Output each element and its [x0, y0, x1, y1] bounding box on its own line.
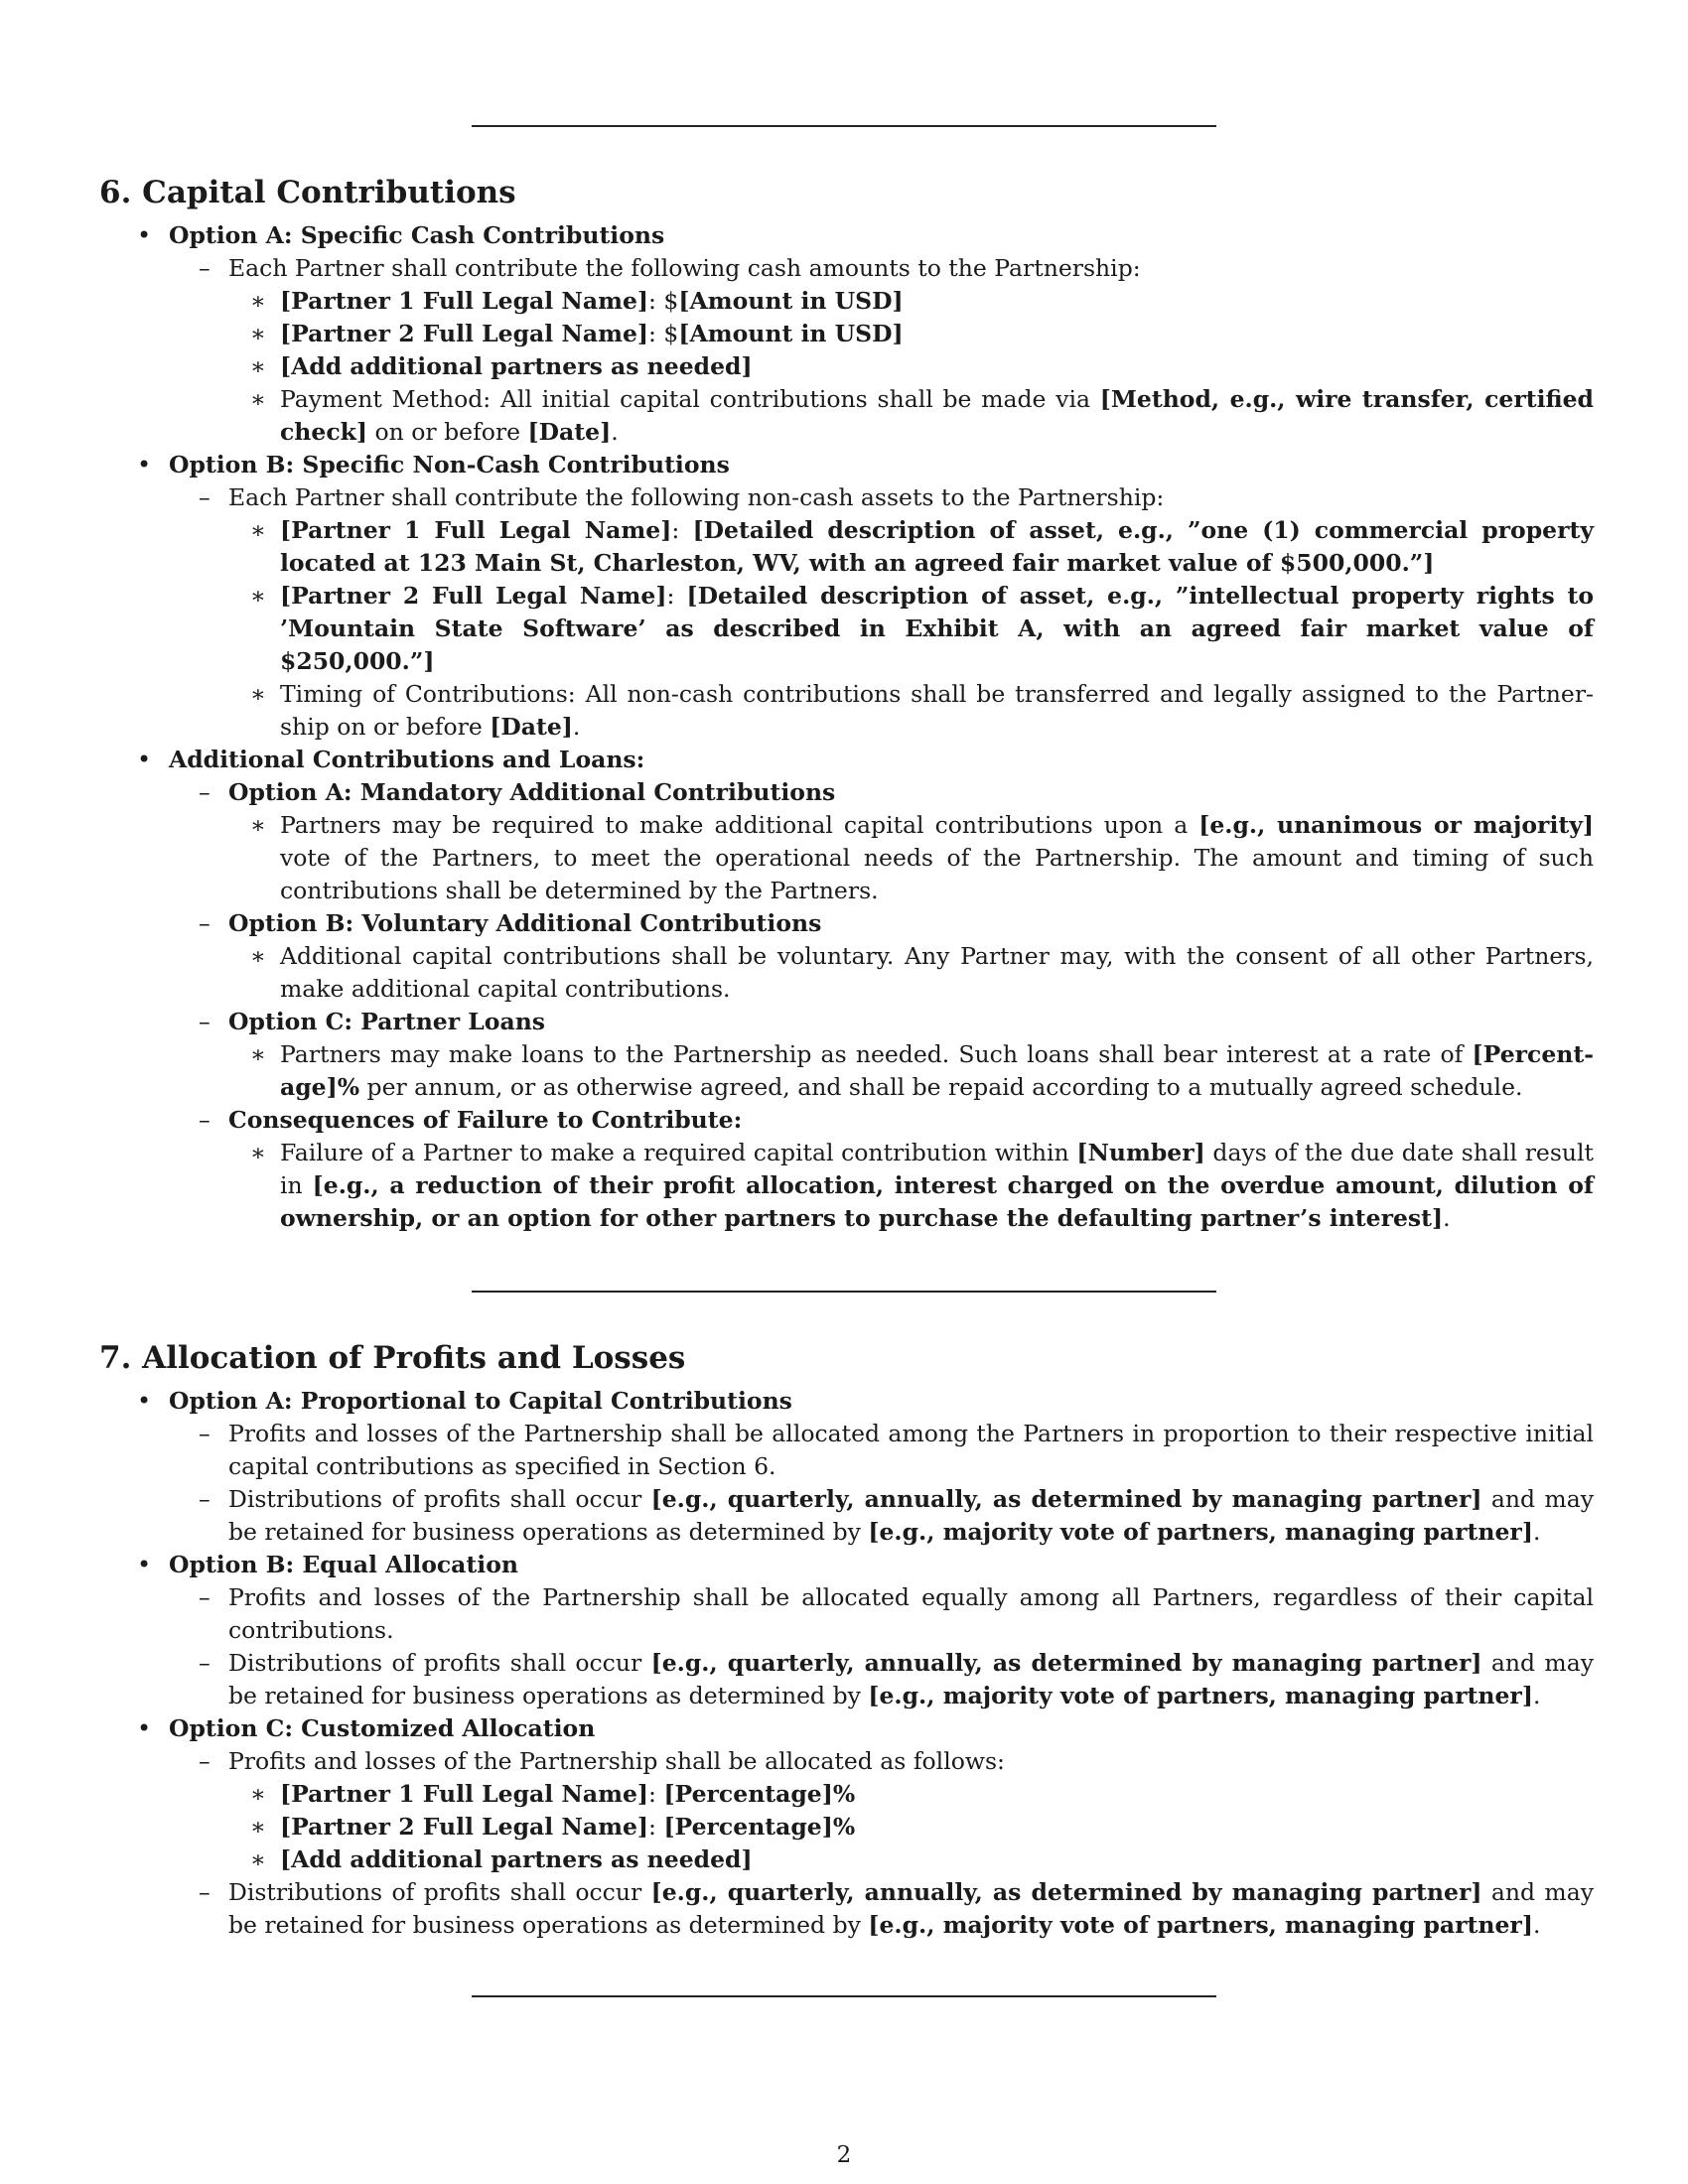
sub-option-title: Option C: Partner Loans [228, 1008, 546, 1035]
section-6-heading: 6. Capital Contributions [99, 175, 516, 210]
s7-option-b [99, 1549, 1594, 1712]
list-item [228, 678, 1594, 744]
list-item [169, 1006, 1594, 1104]
days-placeholder: [Number] [1076, 1139, 1205, 1166]
date-placeholder: [Date] [490, 713, 573, 741]
text: . [1443, 1204, 1451, 1232]
section-7 [99, 1337, 1594, 1942]
list-item [228, 514, 1594, 580]
list-item [228, 383, 1594, 449]
list-item [228, 1843, 1594, 1876]
section-7-heading: 7. Allocation of Profits and Losses [99, 1340, 686, 1376]
list-item [169, 776, 1594, 907]
divider-rule [472, 125, 1216, 127]
text: . [1532, 1518, 1541, 1546]
text: per annum, or as otherwise agreed, and shall be repaid according to a mutually agreed schedule. [359, 1073, 1523, 1101]
partner-2-name: [Partner 2 Full Legal Name] [280, 320, 649, 347]
consequence-placeholder: [e.g., a reduction of their profit allocation, interest charged on the overdue amount, dilution of ownership, or an option for other partners to purchase the defaulting partner’s interest] [280, 1171, 1595, 1232]
option-title: Option C: Customized Allocation [169, 1714, 596, 1742]
timing-placeholder: [e.g., quarterly, annually, as determined by managing partner] [650, 1485, 1482, 1513]
text: Distributions of profits shall occur [228, 1485, 651, 1513]
date-placeholder: [Date] [527, 418, 612, 446]
text: Distributions of profits shall occur [228, 1878, 651, 1906]
intro-text: Each Partner shall contribute the following non-cash assets to the Partnership: [228, 483, 1165, 511]
text: Failure of a Partner to make a required capital contribution within [280, 1139, 1077, 1166]
divider-rule [472, 1995, 1216, 1997]
partner-2-asset: [Detailed description of asset, e.g., ”intellectual property rights to ’Mountain State Software’ as described in Exhibit A, with an agreed fair market value of $250,000.”] [280, 582, 1594, 675]
sub-option-title: Consequences of Failure to Contribute: [228, 1106, 743, 1134]
text: Distributions of profits shall occur [228, 1649, 651, 1677]
timing-placeholder: [e.g., quarterly, annually, as determined by managing partner] [650, 1878, 1482, 1906]
rate-placeholder: [Percent-age]% [280, 1040, 1594, 1101]
option-title: Option B: Equal Allocation [169, 1551, 518, 1578]
text: Partners may make loans to the Partnership as needed. Such loans shall bear interest at a rate of [280, 1040, 1473, 1068]
separator: : [666, 582, 687, 610]
sub-option-title: Option B: Voluntary Additional Contributions [228, 909, 822, 937]
text: and may be retained for business operations as determined by [228, 1878, 1595, 1939]
partner-1-asset: [Detailed description of asset, e.g., ”one (1) commercial property located at 123 Main St, Charleston, WV, with an agreed fair market value of $500,000.”] [280, 516, 1594, 577]
text: Profits and losses of the Partnership shall be allocated equally among all Partners, regardless of their capital contributions. [228, 1583, 1594, 1644]
text: on or before [367, 418, 528, 446]
text: Partners may be required to make additional capital contributions upon a [280, 811, 1199, 839]
vote-placeholder: [e.g., unanimous or majority] [1198, 811, 1594, 839]
list-item [228, 350, 1594, 383]
option-title: Option A: Proportional to Capital Contributions [169, 1387, 792, 1415]
list-item [169, 252, 1594, 449]
timing-placeholder: [e.g., quarterly, annually, as determined by managing partner] [650, 1649, 1482, 1677]
separator: : [671, 516, 693, 544]
partner-1-name: [Partner 1 Full Legal Name] [280, 1780, 649, 1808]
list-item [228, 318, 1594, 350]
text: . [572, 713, 581, 741]
text: Payment Method: All initial capital contributions shall be made via [280, 385, 1100, 413]
list-item [169, 1647, 1594, 1712]
text: vote of the Partners, to meet the operational needs of the Partnership. The amount and timing of such contributions shall be determined by the Partners. [280, 844, 1594, 904]
partner-2-amount: [Amount in USD] [678, 320, 904, 347]
list-item [169, 1104, 1594, 1235]
option-title: Option B: Specific Non-Cash Contributions [169, 451, 730, 478]
list-item [228, 580, 1594, 678]
sub-option-title: Option A: Mandatory Additional Contributions [228, 778, 836, 806]
page-number: 2 [836, 2142, 852, 2168]
text: . [1532, 1911, 1541, 1939]
decision-placeholder: [e.g., majority vote of partners, managing partner] [868, 1518, 1533, 1546]
separator: : $ [648, 287, 679, 315]
list-item [228, 940, 1594, 1006]
text: days of the due date shall result in [280, 1139, 1594, 1199]
list-item [228, 1778, 1594, 1811]
divider-rule [472, 1291, 1216, 1293]
list-item [169, 1418, 1594, 1483]
add-partners-text: [Add additional partners as needed] [280, 352, 753, 380]
text: . [611, 418, 619, 446]
text: and may be retained for business operations as determined by [228, 1485, 1595, 1546]
partner-1-amount: [Amount in USD] [678, 287, 904, 315]
partner-2-percentage: [Percentage]% [663, 1813, 856, 1841]
list-item [169, 1483, 1594, 1549]
text: Additional capital contributions shall be voluntary. Any Partner may, with the consent of all other Partners, make additional capital contributions. [280, 942, 1594, 1003]
list-item [228, 809, 1594, 907]
list-item [169, 1745, 1594, 1876]
separator: : [648, 1780, 664, 1808]
text: Timing of Contributions: All non-cash contributions shall be transferred and legally assigned to the Partner-ship on or before [280, 680, 1594, 741]
add-partners-text: [Add additional partners as needed] [280, 1845, 753, 1873]
text: and may be retained for business operations as determined by [228, 1649, 1595, 1709]
list-item [228, 1038, 1594, 1104]
partner-2-name: [Partner 2 Full Legal Name] [280, 582, 667, 610]
option-title: Option A: Specific Cash Contributions [169, 221, 665, 249]
list-item [169, 1876, 1594, 1942]
intro-text: Each Partner shall contribute the following cash amounts to the Partnership: [228, 254, 1141, 282]
list-item [228, 1137, 1594, 1235]
s7-option-a [99, 1385, 1594, 1549]
partner-1-name: [Partner 1 Full Legal Name] [280, 516, 672, 544]
text: . [1532, 1682, 1541, 1709]
payment-method: [Method, e.g., wire transfer, certified check] [280, 385, 1594, 446]
s6-option-a [99, 219, 1594, 449]
list-item [169, 907, 1594, 1006]
list-item [169, 1581, 1594, 1647]
partner-2-name: [Partner 2 Full Legal Name] [280, 1813, 649, 1841]
list-item [228, 1811, 1594, 1843]
partner-1-percentage: [Percentage]% [663, 1780, 856, 1808]
decision-placeholder: [e.g., majority vote of partners, managing partner] [868, 1682, 1533, 1709]
list-item [228, 285, 1594, 318]
list-item [169, 481, 1594, 744]
intro-text: Profits and losses of the Partnership shall be allocated as follows: [228, 1747, 1005, 1775]
option-title: Additional Contributions and Loans: [169, 746, 645, 773]
partner-1-name: [Partner 1 Full Legal Name] [280, 287, 649, 315]
separator: : [648, 1813, 664, 1841]
s7-option-c [99, 1712, 1594, 1942]
s6-additional [99, 744, 1594, 1235]
decision-placeholder: [e.g., majority vote of partners, managing partner] [868, 1911, 1533, 1939]
separator: : $ [648, 320, 679, 347]
s6-option-b [99, 449, 1594, 744]
text: Profits and losses of the Partnership shall be allocated among the Partners in proportion to their respective initial capital contributions as specified in Section 6. [228, 1420, 1594, 1480]
section-6 [99, 172, 1594, 1235]
